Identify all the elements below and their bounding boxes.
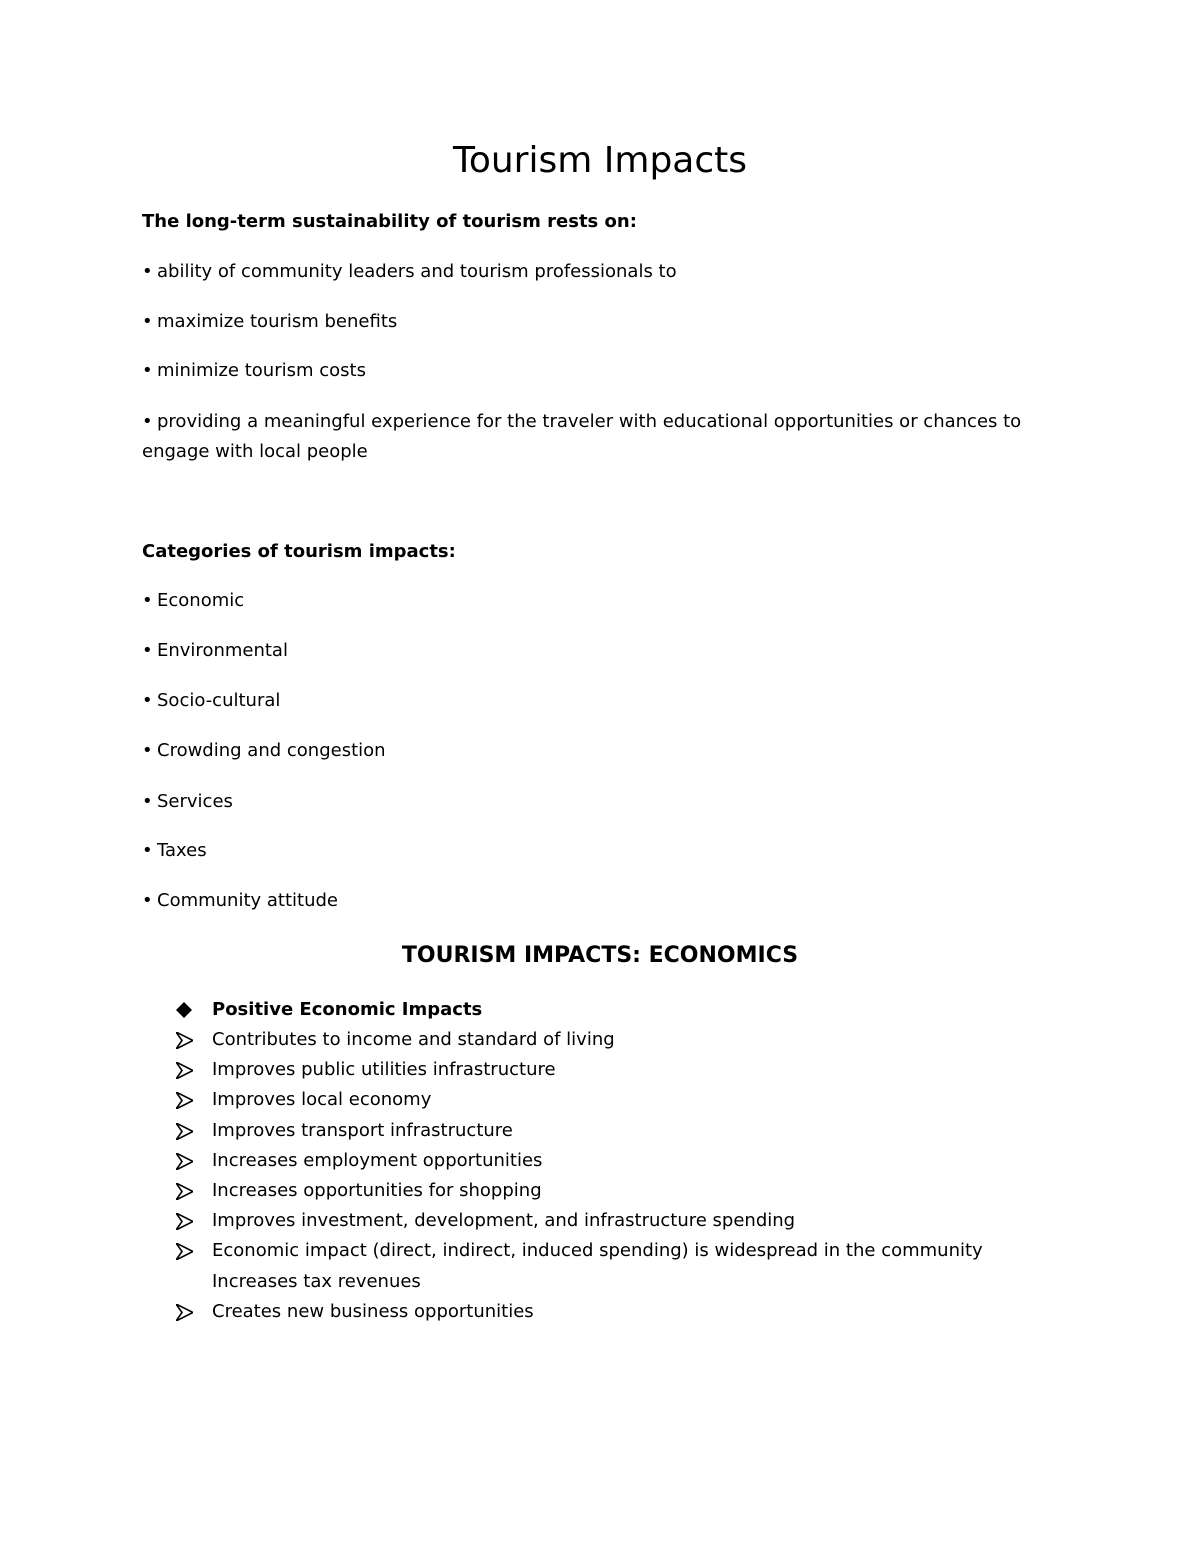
positive-economic-impacts-heading: Positive Economic Impacts <box>212 999 483 1020</box>
bullet-icon: • <box>142 791 153 812</box>
bullet-icon: • <box>142 840 153 861</box>
list-item: Increases opportunities for shopping <box>212 1180 542 1201</box>
list-item <box>142 787 1052 817</box>
list-item-text: Community attitude <box>157 890 339 911</box>
list-item: Improves local economy <box>212 1089 432 1110</box>
list-item <box>142 886 1052 916</box>
bullet-icon: • <box>142 411 153 432</box>
list-item <box>142 686 1052 716</box>
arrowhead-bullet-icon <box>176 1236 200 1266</box>
categories-heading: Categories of tourism impacts: <box>142 541 456 562</box>
bullet-icon: • <box>142 590 153 611</box>
arrowhead-bullet-icon <box>176 1206 200 1236</box>
list-item: Improves public utilities infrastructure <box>212 1059 556 1080</box>
arrowhead-bullet-icon <box>176 1025 200 1055</box>
list-item-text: Socio-cultural <box>157 690 281 711</box>
list-item <box>142 586 1052 616</box>
bullet-icon: • <box>142 261 153 282</box>
bullet-icon: • <box>142 740 153 761</box>
list-item <box>142 636 1052 666</box>
arrowhead-bullet-icon <box>176 1146 200 1176</box>
list-item-text: minimize tourism costs <box>157 360 366 381</box>
list-item: Economic impact (direct, indirect, induced spending) is widespread in the community Increases tax revenues <box>212 1240 983 1292</box>
arrowhead-bullet-icon <box>176 1055 200 1085</box>
list-item-text: Services <box>157 791 233 812</box>
bullet-icon: • <box>142 690 153 711</box>
list-item: Improves transport infrastructure <box>212 1120 513 1141</box>
bullet-icon: • <box>142 360 153 381</box>
section-heading-economics: TOURISM IMPACTS: ECONOMICS <box>401 943 799 968</box>
list-item-text: providing a meaningful experience for the traveler with educational opportunities or chances to engage with local people <box>142 411 1022 462</box>
bullet-icon: • <box>142 890 153 911</box>
bullet-icon: • <box>142 640 153 661</box>
arrowhead-bullet-icon <box>176 1116 200 1146</box>
list-item-text: maximize tourism benefits <box>157 311 398 332</box>
list-item <box>142 407 1052 467</box>
arrowhead-bullet-icon <box>176 1297 200 1327</box>
diamond-bullet-icon <box>176 995 200 1025</box>
list-item <box>142 307 1052 337</box>
arrowhead-bullet-icon <box>176 1085 200 1115</box>
list-item: Creates new business opportunities <box>212 1301 534 1322</box>
list-item: Increases employment opportunities <box>212 1150 543 1171</box>
list-item <box>142 736 1052 766</box>
list-item-text: Crowding and congestion <box>157 740 386 761</box>
list-item-text: Environmental <box>157 640 288 661</box>
list-item-text: ability of community leaders and tourism professionals to <box>157 261 677 282</box>
sustainability-heading: The long-term sustainability of tourism rests on: <box>142 211 637 232</box>
list-item-text: Taxes <box>157 840 207 861</box>
bullet-icon: • <box>142 311 153 332</box>
list-item <box>142 257 1052 287</box>
page-title: Tourism Impacts <box>452 140 748 181</box>
list-item-text: Economic <box>157 590 245 611</box>
list-item <box>142 356 1052 386</box>
arrowhead-bullet-icon <box>176 1176 200 1206</box>
list-item: Improves investment, development, and infrastructure spending <box>212 1210 796 1231</box>
list-item <box>142 836 1052 866</box>
list-item: Contributes to income and standard of living <box>212 1029 615 1050</box>
